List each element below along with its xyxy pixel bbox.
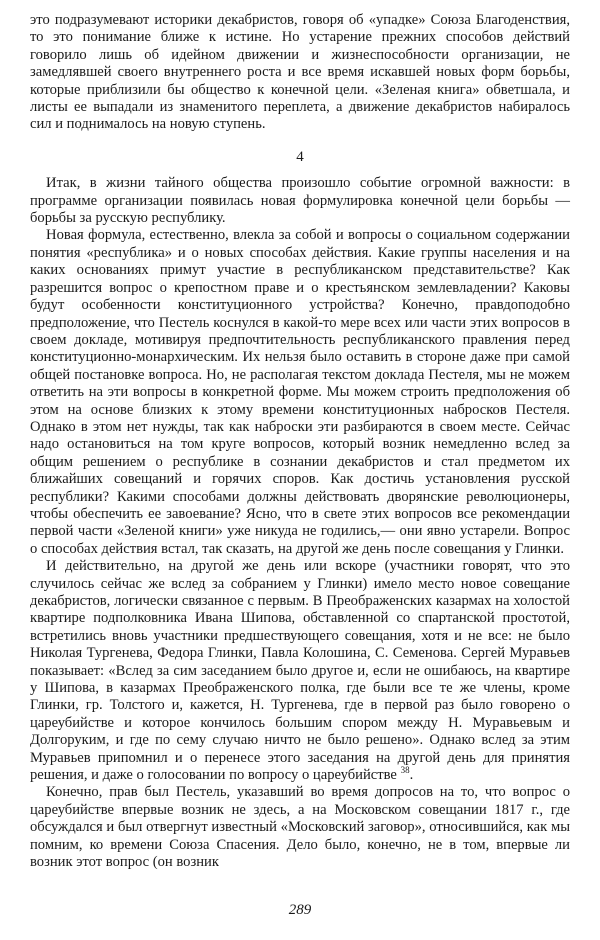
paragraph-text: И действительно, на другой же день или вскоре (участники говорят, что это случилось сейчас же вслед за собранием у Глинки) имело место новое совещание декабристов, логически связанное с первым. В Преображенских казармах на холостой квартире подполковника Ивана Шипова, обставленной со спартанской простотой, встретились вновь участники предшествующего совещания, хотя и не все: не было Николая Тургенева, Федора Глинки, Павла Колошина, С. Семенова. Сергей Муравьев показывает: «Вслед за сим заседанием было другое и, если не ошибаюсь, на квартире у Шипова, в казармах Преображенского полка, где были все те же члены, кроме Глинки, гр. Толстого и, кажется, Н. Тургенева, где в первой раз было говорено о цареубийстве и которое кончилось большим спором между Н. Муравьевым и Долгоруким, и где по сему случаю ничто не было решено». Однако вслед за этим Муравьев припомнил и о перенесе этого заседания на другой день для принятия решения, и даже о голосовании по вопросу о цареубийстве	[30, 558, 570, 784]
paragraph: Конечно, прав был Пестель, указавший во время допросов на то, что вопрос о цареубийстве впервые возник не здесь, а на Московском совещании 1817 г., где обсуждался и был отвергнут известный «Московский заговор», относившийся, как мы помним, ко времени Союза Спасения. Дело было, конечно, не в том, впервые ли возник этот вопрос (он возник	[30, 784, 570, 871]
section-number: 4	[296, 148, 304, 165]
paragraph: Новая формула, естественно, влекла за собой и вопросы о социальном содержании понятия «республика» и о новых способах действия. Какие группы населения и на каких основаниях примут участие в республиканском представительстве? Как разрешится вопрос о крепостном праве и о крестьянском землевладении? Каковы будут особенности конституционного устройства? Конечно, правдоподобно предположение, что Пестель коснулся в какой-то мере всех или части этих вопросов в своем докладе, мотивируя предпочтительность республиканского правления перед конституционно-монархическим. Их нельзя было оставить в стороне даже при самой общей постановке вопроса. Но, не располагая текстом доклада Пестеля, мы не можем ответить на эти вопросы в конкретной форме. Мы можем строить предположения об этом на основе близких к этому времени конституционных набросков Пестеля. Однако в этом нет нужды, так как наброски эти разбираются в своем месте. Сейчас надо остановиться на том круге вопросов, который возник немедленно вслед за общим решением о республике в сознании декабристов и стал предметом их ближайших совещаний и горячих споров. Как достичь установления русской республики? Какими способами должны действовать дворянские революционеры, чтобы обеспечить ее завоевание? Ясно, что в свете этих вопросов все рекомендации первой части «Зеленой книги» уже никуда не годились,— они явно устарели. Вопрос о способах действия встал, так сказать, на другой же день после совещания у Глинки.	[30, 227, 570, 557]
page-number: 289	[288, 902, 312, 918]
paragraph: И действительно, на другой же день или вскоре (участники говорят, что это случилось сейчас же вслед за собранием у Глинки) имело место новое совещание декабристов, логически связанное с первым. В Преображенских казармах на холостой квартире подполковника Ивана Шипова, обставленной со спартанской простотой, встретились вновь участники предшествующего совещания, хотя и не все: не было Николая Тургенева, Федора Глинки, Павла Колошина, С. Семенова. Сергей Муравьев показывает: «Вслед за сим заседанием было другое и, если не ошибаюсь, на квартире у Шипова, в казармах Преображенского полка, где были все те же члены, кроме Глинки, гр. Толстого и, кажется, Н. Тургенева, где в первой раз было говорено о цареубийстве и которое кончилось большим спором между Н. Муравьевым и Долгоруким, и где по сему случаю ничто не было решено». Однако вслед за этим Муравьев припомнил и о перенесе этого заседания на другой день для принятия решения, и даже о голосовании по вопросу о цареубийстве $^{38}$.	[30, 558, 570, 784]
paragraph: Итак, в жизни тайного общества произошло событие огромной важности: в программе организации появилась новая формулировка конечной цели борьбы — борьбы за русскую республику.	[30, 175, 570, 227]
continued-paragraph: это подразумевают историки декабристов, говоря об «упадке» Союза Благоденствия, то это понимание ближе к истине. Но устарение прежних способов действий говорило лишь об идейном движении и жизнеспособности организации, не замедлявшей своего внутреннего роста и все время искавшей новых форм борьбы, которые приблизили бы общество к конечной цели. «Зеленая книга» обветшала, и листы ее выпадали из знаменитого переплета, а движение декабристов набиралось сил и поднималось на новую ступень.	[30, 12, 570, 133]
footnote-reference: 38	[400, 765, 410, 776]
page-body	[30, 12, 570, 872]
